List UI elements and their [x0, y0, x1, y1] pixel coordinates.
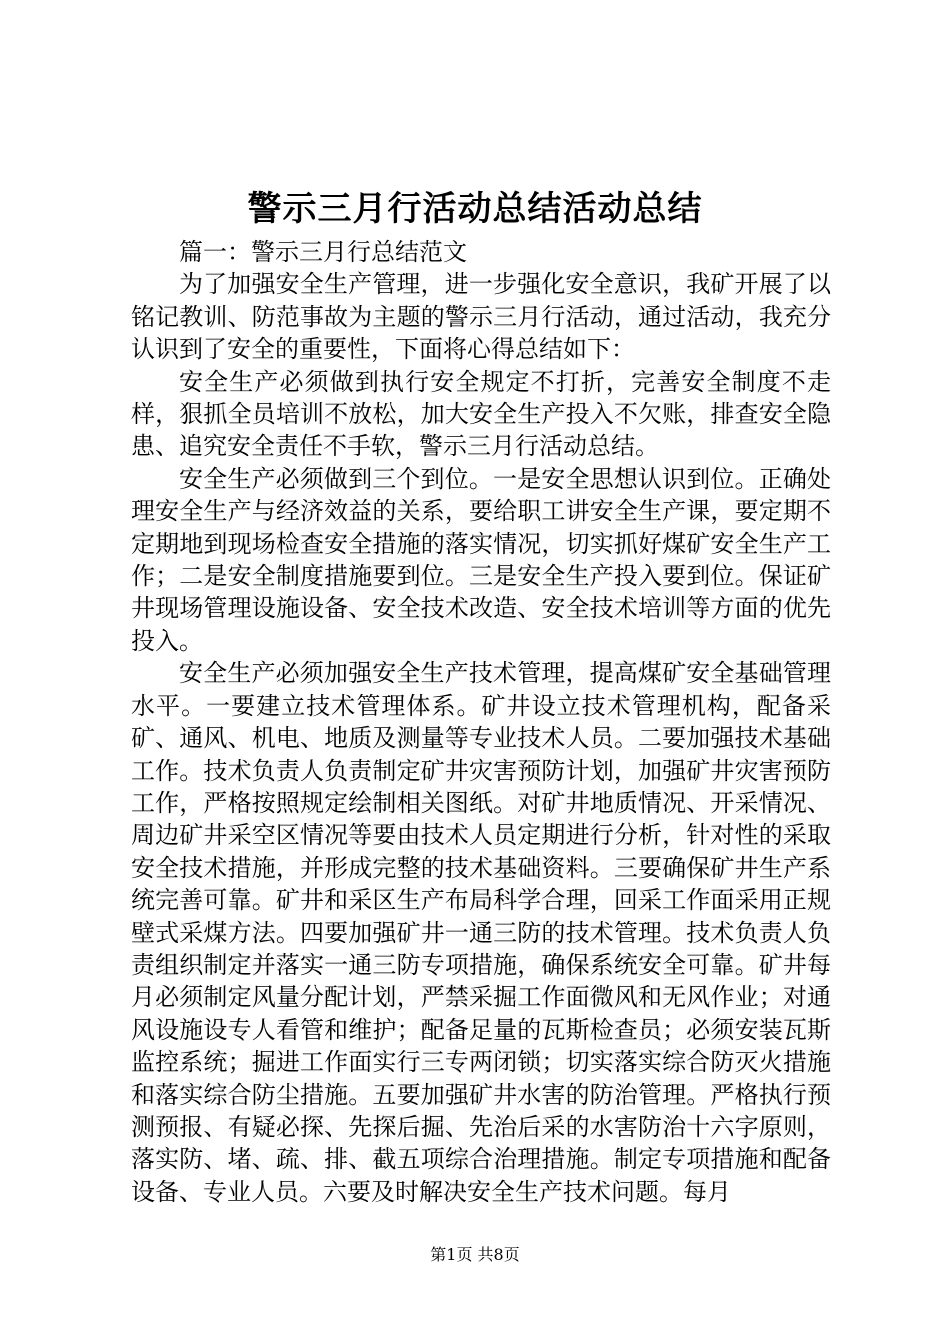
paragraph: 安全生产必须做到三个到位。一是安全思想认识到位。正确处理安全生产与经济效益的关系，要给职工讲安全生产课，要定期不定期地到现场检查安全措施的落实情况，切实抓好煤矿安全生产工作；二是安全制度措施要到位。三是安全生产投入要到位。保证矿井现场管理设施设备、安全技术改造、安全技术培训等方面的优先投入。: [131, 464, 831, 655]
paragraph: 安全生产必须加强安全生产技术管理，提高煤矿安全基础管理水平。一要建立技术管理体系。矿井设立技术管理机构，配备采矿、通风、机电、地质及测量等专业技术人员。二要加强技术基础工作。技术负责人负责制定矿井灾害预防计划，加强矿井灾害预防工作，严格按照规定绘制相关图纸。对矿井地质情况、开采情况、周边矿井采空区情况等要由技术人员定期进行分析，针对性的采取安全技术措施，并形成完整的技术基础资料。三要确保矿井生产系统完善可靠。矿井和采区生产布局科学合理，回采工作面采用正规壁式采煤方法。四要加强矿井一通三防的技术管理。技术负责人负责组织制定并落实一通三防专项措施，确保系统安全可靠。矿井每月必须制定风量分配计划，严禁采掘工作面微风和无风作业；对通风设施设专人看管和维护；配备足量的瓦斯检查员；必须安装瓦斯监控系统；掘进工作面实行三专两闭锁；切实落实综合防灭火措施和落实综合防尘措施。五要加强矿井水害的防治管理。严格执行预测预报、有疑必探、先探后掘、先治后采的水害防治十六字原则，落实防、堵、疏、排、截五项综合治理措施。制定专项措施和配备设备、专业人员。六要及时解决安全生产技术问题。每月: [131, 659, 831, 1206]
document-body: [131, 236, 831, 1208]
paragraph: 为了加强安全生产管理，进一步强化安全意识，我矿开展了以铭记教训、防范事故为主题的警示三月行活动，通过活动，我充分认识到了安全的重要性，下面将心得总结如下：: [131, 270, 831, 364]
document-title: 警示三月行活动总结活动总结: [247, 189, 703, 229]
paragraph-heading: 篇一：警示三月行总结范文: [179, 238, 467, 266]
paragraph: 安全生产必须做到执行安全规定不打折，完善安全制度不走样，狠抓全员培训不放松，加大安全生产投入不欠账，排查安全隐患、追究安全责任不手软，警示三月行活动总结。: [131, 367, 831, 461]
page-footer: 第1页 共8页: [430, 1245, 520, 1264]
